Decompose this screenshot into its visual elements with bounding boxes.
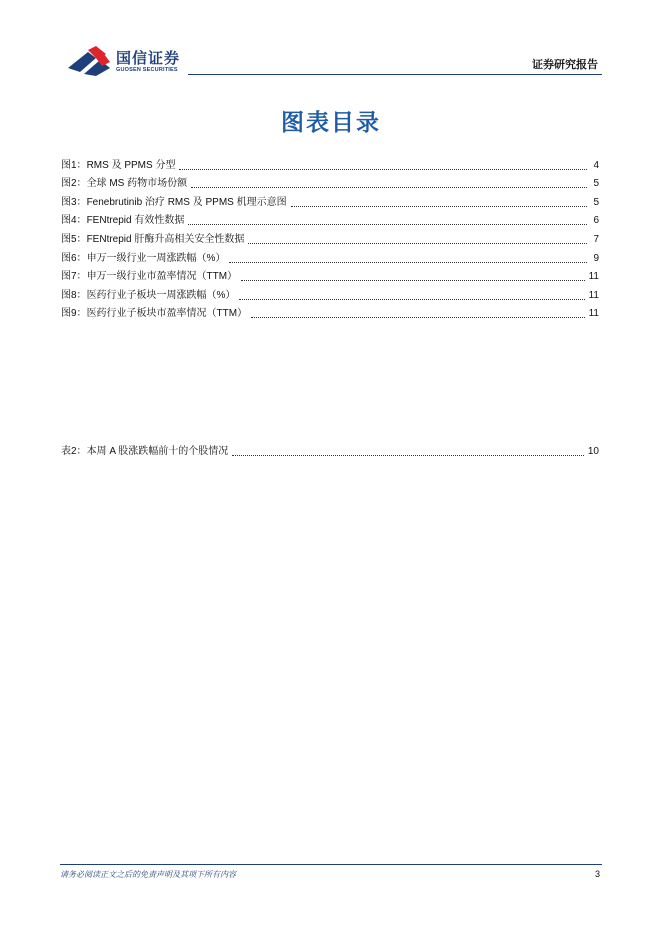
entry-page-number: 7 xyxy=(593,233,599,245)
entry-page-number: 11 xyxy=(588,289,599,301)
footer-disclaimer: 请务必阅读正文之后的免责声明及其项下所有内容 xyxy=(60,870,236,879)
dot-leader xyxy=(241,280,585,281)
entry-label: 图7： xyxy=(61,271,87,283)
dot-leader xyxy=(188,224,587,225)
entry-page-number: 10 xyxy=(587,445,599,457)
entry-label: 图8： xyxy=(61,289,87,301)
entry-page-number: 5 xyxy=(593,196,599,208)
toc-entry-figure-4[interactable] xyxy=(61,209,599,228)
entry-label: 图2： xyxy=(61,178,87,190)
entry-label: 图9： xyxy=(61,308,87,320)
footer-divider xyxy=(60,864,602,865)
entry-page-number: 6 xyxy=(593,215,599,227)
entry-title: FENtrepid 有效性数据 xyxy=(86,215,185,227)
entry-label: 图1： xyxy=(61,159,87,171)
dot-leader xyxy=(191,187,587,188)
guosen-logo xyxy=(66,46,186,78)
footer-page-number: 3 xyxy=(594,869,600,879)
entry-title: 本周 A 股涨跌幅前十的个股情况 xyxy=(86,445,229,457)
entry-title: FENtrepid 肝酶升高相关安全性数据 xyxy=(86,233,245,245)
entry-title: 全球 MS 药物市场份额 xyxy=(86,178,188,190)
entry-page-number: 11 xyxy=(588,271,599,283)
entry-page-number: 9 xyxy=(593,252,599,264)
entry-page-number: 4 xyxy=(593,159,599,171)
report-type-label: 证券研究报告 xyxy=(532,59,598,71)
dot-leader xyxy=(239,299,584,300)
entry-title: Fenebrutinib 治疗 RMS 及 PPMS 机理示意图 xyxy=(86,196,287,208)
toc-entry-figure-8[interactable] xyxy=(61,283,599,302)
toc-entry-figure-1[interactable] xyxy=(61,153,599,172)
figure-list xyxy=(61,153,599,320)
logo-english-name: GUOSEN SECURITIES xyxy=(116,67,178,73)
entry-title: 申万一级行业市盈率情况（TTM） xyxy=(86,271,238,283)
dot-leader xyxy=(291,206,587,207)
dot-leader xyxy=(232,455,584,456)
toc-entry-figure-6[interactable] xyxy=(61,246,599,265)
entry-title: RMS 及 PPMS 分型 xyxy=(86,159,176,171)
dot-leader xyxy=(229,262,587,263)
toc-entry-figure-9[interactable] xyxy=(61,302,599,321)
entry-label: 图6： xyxy=(61,252,87,264)
dot-leader xyxy=(248,243,587,244)
entry-title: 医药行业子板块一周涨跌幅（%） xyxy=(86,289,236,301)
entry-label: 图5： xyxy=(61,233,87,245)
page-title: 图表目录 xyxy=(281,109,381,135)
logo-chinese-name: 国信证券 xyxy=(116,50,181,67)
toc-entry-figure-7[interactable] xyxy=(61,265,599,284)
entry-page-number: 5 xyxy=(593,178,599,190)
table-list xyxy=(61,439,599,458)
toc-entry-table-2[interactable] xyxy=(61,439,599,458)
guosen-logo-icon xyxy=(66,46,112,78)
page-header xyxy=(0,0,662,80)
toc-entry-figure-5[interactable] xyxy=(61,227,599,246)
entry-title: 医药行业子板块市盈率情况（TTM） xyxy=(86,308,248,320)
entry-title: 申万一级行业一周涨跌幅（%） xyxy=(86,252,226,264)
header-divider xyxy=(188,74,602,75)
dot-leader xyxy=(251,317,585,318)
toc-entry-figure-2[interactable] xyxy=(61,172,599,191)
entry-label: 表2： xyxy=(61,445,87,457)
entry-label: 图4： xyxy=(61,215,87,227)
entry-label: 图3： xyxy=(61,196,87,208)
toc-entry-figure-3[interactable] xyxy=(61,190,599,209)
entry-page-number: 11 xyxy=(588,308,599,320)
dot-leader xyxy=(179,169,587,170)
